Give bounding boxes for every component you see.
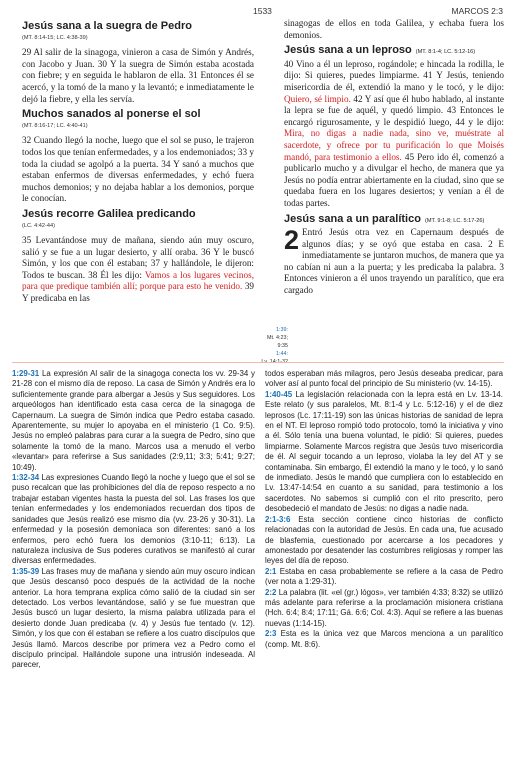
- note-reference: 2:1: [265, 566, 277, 576]
- parallel-refs: (MT. 9:1-8; LC. 5:17-26): [424, 217, 485, 224]
- page-number: 1533: [253, 6, 272, 16]
- parallel-refs: (LC. 4:42-44): [22, 222, 55, 229]
- scripture-paragraph: sinagogas de ellos en toda Galilea, y echaba fuera los demonios.: [284, 18, 504, 40]
- chapter-reference: MARCOS 2:3: [451, 6, 503, 16]
- note-reference: 2:2: [265, 587, 277, 597]
- study-note: [265, 588, 503, 630]
- scripture-text: 42 Y así que él hubo hablado, al instante la lepra se fue de aquél, y quedó limpio. 43 Entonces le encargó rigurosamente, y le despidió luego, 44 y le dijo:: [284, 93, 504, 127]
- scripture-text: 40 Vino a él un leproso, rogándole; e hincada la rodilla, le dijo: Si quieres, puedes limpiarme. 41 Y Jesús, teniendo misericordia de él, extendió la mano y le tocó, y le dijo:: [284, 58, 504, 92]
- crossref-target: Mt. 4:23; 9:35: [267, 335, 288, 349]
- section-title: Jesús sana a un paralítico (MT. 9:1-8; LC. 5:17-26): [284, 212, 485, 225]
- scripture-text: Entró Jesús otra vez en Capernaum después de algunos días; y se oyó que estaba en casa. 2 E inmediatamente se juntaron muchos, de manera que ya no cabían ni aun a la puerta; y les predicaba la palabra. 3 Entonces vinieron a él unos trayendo un paralítico, que era cargado: [284, 227, 504, 296]
- note-reference: 1:35-39: [12, 566, 40, 576]
- crossref-verse: 1:44:: [276, 351, 288, 357]
- note-text: Esta sección contiene cinco historias de conflicto relacionadas con la autoridad de Jesús. En cada una, fue acusado de blasfemia, cuestionado por acercarse a los pecadores y amonestado por desatender las costumbres religiosas y romper las leyes del día de reposo.: [265, 514, 503, 566]
- note-text: La legislación relacionada con la lepra está en Lv. 13-14. Este relato (y sus paralelos, Mt. 8:1-4 y Lc. 5:12-16) y el de diez leprosos (Lc. 17:11-19) son las únicas historias de sanidad de lepra en el NT. El leproso rompió todo protocolo, tomó la iniciativa y vino a él. Sólo tenía una buena voluntad, le pidió: Si quieres, puedes limpiarme. Solamente Marcos registra que Jesús tuvo misericordia de él. Al seguir tocando a un leproso, violaba la ley del AT y se contaminaba. Sin embargo, Él extendió la mano y le tocó, y lo sanó de inmediato. Jesús le mandó que cumpliera con lo establecido en Lv. 13:47-14:54 en cuanto a su sanidad, para testimonio a los sacerdotes. No sabemos si cumplió con el rito prescrito, pero desobedeció el mandato de Jesús: no digas a nadie nada.: [265, 389, 503, 514]
- study-notes-right: [265, 369, 503, 650]
- scripture-paragraph: [284, 59, 504, 210]
- scripture-paragraph: 29 Al salir de la sinagoga, vinieron a casa de Simón y Andrés, con Jacobo y Juan. 30 Y la suegra de Simón estaba acostada con fiebre; y en seguida le hablaron de ella. 31 Entonces él se acercó, y la tomó de la mano y la levantó; e inmediatamente le dejó la fiebre, y ella les servía.: [22, 47, 254, 104]
- note-text: Las frases muy de mañana y siendo aún muy oscuro indican que Jesús descansó poco después de la actividad de la noche anterior. La hora temprana explica cómo salió de la ciudad sin ser detectado. Los verbos levantándose, salió y se fue muestran que Jesús buscó un lugar desierto, la misma palabra utilizada para el desierto donde Juan predicaba (v. 4) y Jesús fue tentado (v. 12). Simón, y los que con él estaban se refiere a los cuatro discípulos que Jesús llamó. Marcos describe por primera vez a Pedro como el discípulo principal. Hallándole supone una intrusión indeseada. Al parecer,: [12, 566, 255, 670]
- note-text: La palabra (lit. «el (gr.) lógos», ver también 4:33; 8:32) se utilizó más adelante para referirse a la proclamación misionera cristiana (Hch. 6:4; 8:4; 17:11; Gá. 6:6; Col. 4:3). Aquí se refiere a las buenas nuevas (1:14-15).: [265, 587, 503, 628]
- study-note: [265, 515, 503, 567]
- study-note: [12, 369, 255, 473]
- scripture-paragraph: [284, 227, 504, 297]
- study-note: [265, 390, 503, 515]
- study-note: [12, 567, 255, 671]
- study-note: [265, 369, 503, 390]
- note-text: Esta es la única vez que Marcos menciona a un paralítico (comp. Mt. 8:6).: [265, 629, 503, 649]
- note-text: Las expresiones Cuando llegó la noche y luego que el sol se puso recalcan que las prohibiciones del día de reposo respecto a no trabajar estaban vigentes hasta la puesta del sol. Las frases los que tenían enfermedades y los endemoniados recuerdan dos tipos de sanidades que Jesús realizó ese mismo día (vv. 23-26 y 30-31). La enfermedad y la posesión demoníaca son diferentes: sanó a los enfermos, pero echó fuera los demonios (3:10-11; 6:13). La naturaleza inclusiva de Sus poderes curativos se manifestó al curar diversas enfermedades.: [12, 473, 255, 566]
- right-scripture-column: [284, 18, 504, 301]
- chapter-number: 2: [284, 225, 300, 256]
- note-text: La expresión Al salir de la sinagoga conecta los vv. 29-34 y 21-28 con el mismo día de reposo. La casa de Simón y Andrés era lo suficientemente grande para albergar a Jesús y Sus seguidores. Los arqueólogos han identificado esta casa cerca de la sinagoga de Capernaum. La suegra de Simón indica que Pedro estaba casado. Aparentemente, su mujer lo apoyaba en el ministerio (1 Co. 9:5). Jesús no empleó palabras para curar a la suegra de Pedro, sino que solamente la tomó de la mano. Marcos usa a menudo el verbo «levantar» para referirse a Sus sanidades (2:9,11; 3:3; 5:41; 9:27; 10:49).: [12, 369, 255, 472]
- scripture-text: 35 Levantándose muy de mañana, siendo aún muy oscuro, salió y se fue a un lugar desierto, y allí oraba. 36 Y le buscó Simón, y los que con él estaban; 37 y hallándole, le dijeron: Todos te buscan. 38 Él les dijo:: [22, 235, 254, 280]
- notes-divider: [12, 362, 504, 363]
- note-text: todos esperaban más milagros, pero Jesús deseaba predicar, para volver así al punto focal del principio de Su ministerio (vv. 14-15).: [265, 369, 503, 389]
- study-notes-left: [12, 369, 255, 671]
- scripture-text: 39 Y predicaba en las: [22, 281, 254, 304]
- note-reference: 1:32-34: [12, 473, 40, 483]
- note-reference: 1:40-45: [265, 389, 293, 399]
- section-title: Jesús sana a un leproso (MT. 8:1-4; LC. 5:12-16): [284, 44, 476, 57]
- section-title: Muchos sanados al ponerse el sol: [22, 108, 201, 121]
- study-note: [265, 629, 503, 650]
- crossref-verse: 1:39:: [276, 327, 288, 333]
- note-reference: 2:3: [265, 629, 277, 639]
- note-reference: 2:1-3:6: [265, 514, 291, 524]
- scripture-text: 45 Pero ido él, comenzó a publicarlo mucho y a divulgar el hecho, de manera que ya Jesús no podía entrar abiertamente en la ciudad, sino que se quedaba fuera en los lugares desiertos; y venían a él de todas partes.: [284, 151, 505, 208]
- cross-references: [258, 326, 288, 366]
- words-of-jesus: Quiero, sé limpio.: [284, 93, 351, 104]
- parallel-refs: (MT. 8:14-15; LC. 4:38-39): [22, 34, 88, 41]
- section-title: Jesús sana a la suegra de Pedro: [22, 20, 192, 32]
- study-note: [265, 567, 503, 588]
- note-text: Estaba en casa probablemente se refiere a la casa de Pedro (ver nota a 1:29-31).: [265, 566, 503, 587]
- words-of-jesus: Mira, no digas a nadie nada, sino ve, muéstrate al sacerdote, y ofrece por tu purificación lo que Moisés mandó, para testimonio a ellos.: [284, 128, 504, 162]
- note-reference: 1:29-31: [12, 369, 40, 378]
- section-title: Jesús recorre Galilea predicando: [22, 207, 196, 220]
- parallel-refs: (MT. 8:16-17; LC. 4:40-41): [22, 122, 88, 129]
- scripture-paragraph: [22, 235, 254, 305]
- left-scripture-column: [22, 18, 254, 309]
- scripture-paragraph: 32 Cuando llegó la noche, luego que el sol se puso, le trajeron todos los que tenían enfermedades, y a los endemoniados; 33 y toda la ciudad se agolpó a la puerta. 34 Y sanó a muchos que estaban enfermos de diversas enfermedades, y echó fuera muchos demonios; y no dejaba hablar a los demonios, porque le conocían.: [22, 135, 254, 204]
- words-of-jesus: Vamos a los lugares vecinos, para que predique también allí; porque para esto he venido.: [22, 269, 254, 292]
- study-note: [12, 473, 255, 567]
- parallel-refs: (MT. 8:1-4; LC. 5:12-16): [415, 49, 476, 56]
